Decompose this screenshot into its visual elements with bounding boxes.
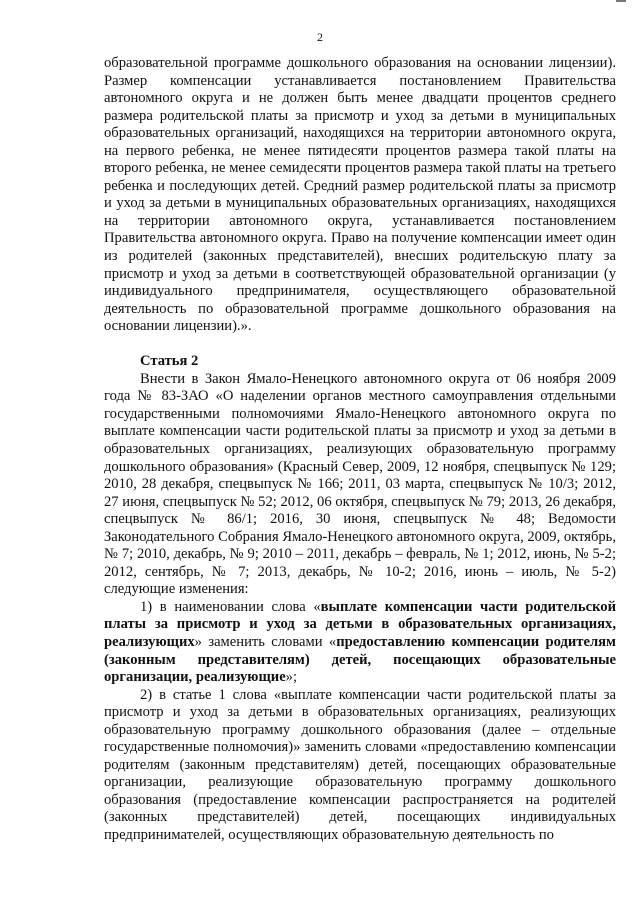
amendment-item-1 bbox=[104, 599, 616, 687]
amendment-item-2: 2) в статье 1 слова «выплате компенсации части родительской платы за присмотр и уход за детьми в образовательных организациях, реализующих образовательную программу дошкольного образования (далее – отдельные государственные полномочия)» заменить словами «предоставлению компенсации родителям (законным представителям) детей, посещающих образовательные организации, реализующие образовательную программу дошкольного образования (предоставление компенсации распространяется на родителей (законных представителей) детей, посещающих индивидуальных предпринимателей, осуществляющих образовательную деятельность по bbox=[104, 686, 616, 844]
article-intro-paragraph: Внести в Закон Ямало-Ненецкого автономного округа от 06 ноября 2009 года № 83-ЗАО «О наделении органов местного самоуправления отдельными государственными полномочиями Ямало-Ненецкого автономного округа по выплате компенсации части родительской платы за присмотр и уход за детьми в образовательных организациях, реализующих образовательную программу дошкольного образования» (Красный Север, 2009, 12 ноября, спецвыпуск № 129; 2010, 28 декабря, спецвыпуск № 166; 2011, 03 марта, спецвыпуск № 10/3; 2012, 27 июня, спецвыпуск № 52; 2012, 06 октября, спецвыпуск № 79; 2013, 26 декабря, спецвыпуск № 86/1; 2016, 30 июня, спецвыпуск № 48; Ведомости Законодательного Собрания Ямало-Ненецкого автономного округа, 2009, октябрь, № 7; 2010, декабрь, № 9; 2010 – 2011, декабрь – февраль, № 1; 2012, июнь, № 5-2; 2012, сентябрь, № 7; 2013, декабрь, № 10-2; 2016, июнь – июль, № 5-2) следующие изменения: bbox=[104, 370, 616, 598]
page-number: 2 bbox=[317, 30, 323, 44]
amendment-item-1-suffix: »; bbox=[285, 669, 298, 686]
article-heading: Статья 2 bbox=[140, 353, 199, 370]
amendment-item-1-middle: » заменить словами « bbox=[194, 634, 337, 650]
paragraph-spacer bbox=[104, 336, 616, 354]
continuation-paragraph: образовательной программе дошкольного образования на основании лицензии). Размер компенсации устанавливается постановлением Правительства автономного округа и не должен быть менее двадцати процентов среднего размера родительской платы за присмотр и уход за детьми в муниципальных образовательных организаций, находящихся на территории автономного округа, на первого ребенка, не менее пятидесяти процентов размера такой платы на второго ребенка, не менее семидесяти процентов размера такой платы на третьего ребенка и последующих детей. Средний размер родительской платы за присмотр и уход за детьми в муниципальных образовательных организациях, находящихся на территории автономного округа, устанавливается постановлением Правительства автономного округа. Право на получение компенсации имеет один из родителей (законных представителей), внесших родительскую плату за присмотр и уход за детьми в соответствующей образовательной организации (у индивидуального предпринимателя, осуществляющего образовательной деятельность по образовательной программе дошкольного образования на основании лицензии).». bbox=[104, 55, 616, 335]
scan-mark bbox=[616, 0, 626, 2]
amendment-item-1-new-words: предоставлению компенсации родителям (законным представителям) детей, посещающих образовательные организации, реализующие bbox=[104, 634, 616, 686]
document-body bbox=[104, 55, 616, 845]
amendment-item-1-old-words: выплате компенсации части родительской платы за присмотр и уход за детьми в образовательных организациях, реализующих bbox=[104, 598, 616, 650]
amendment-item-1-prefix: 1) в наименовании слова « bbox=[140, 598, 321, 615]
